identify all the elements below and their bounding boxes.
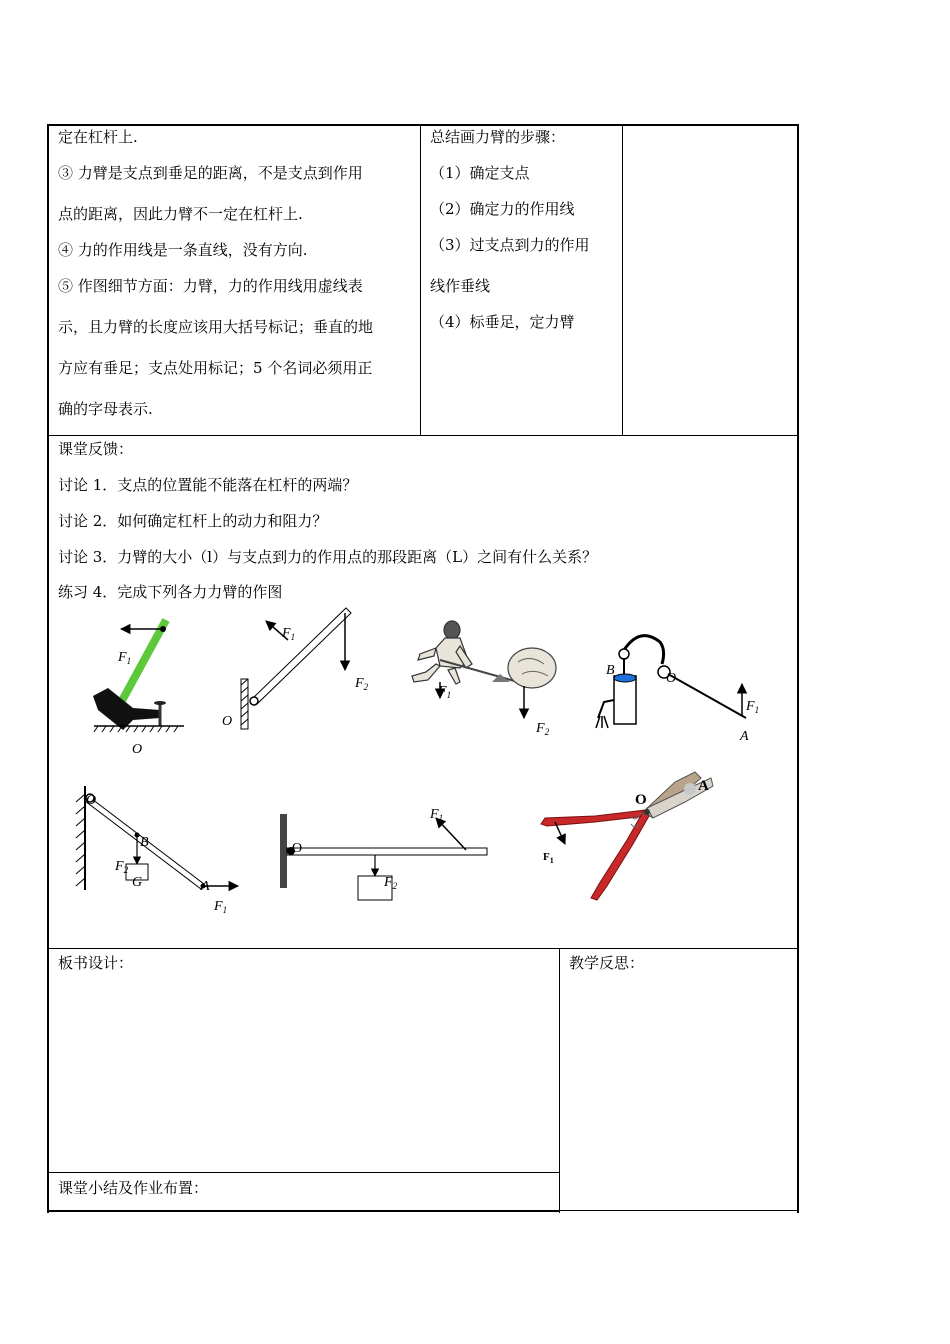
note-line: ③ 力臂是支点到垂足的距离，不是支点到作用 xyxy=(58,164,363,182)
step-item: （4）标垂足，定力臂 xyxy=(430,313,575,331)
label-f1: $F_1$ xyxy=(746,699,760,715)
rock xyxy=(508,648,556,688)
label-f1: $F_1$ xyxy=(430,807,444,823)
person-figure xyxy=(412,621,472,684)
note-line: ④ 力的作用线是一条直线，没有方向. xyxy=(58,241,308,259)
board-design-label: 板书设计： xyxy=(58,954,134,972)
label-f1: $F_1$ xyxy=(214,899,228,915)
label-g: G xyxy=(132,875,143,890)
table-col-divider-b xyxy=(622,124,623,436)
pump-top-pin xyxy=(619,649,629,659)
diagram-claw-lever xyxy=(88,608,188,758)
label-o: O xyxy=(635,792,647,808)
discussion-2: 讨论 2．如何确定杠杆上的动力和阻力？ xyxy=(58,512,328,530)
label-o: O xyxy=(666,671,677,686)
note-line: 确的字母表示. xyxy=(58,400,153,418)
table-border-bottom-left xyxy=(48,1210,560,1212)
label-o: O xyxy=(222,714,233,729)
step-item: （2）确定力的作用线 xyxy=(430,200,575,218)
label-f1: $F_1$ xyxy=(282,626,296,642)
pump-spout xyxy=(598,700,614,718)
note-line: 点的距离，因此力臂不一定在杠杆上. xyxy=(58,205,303,223)
lower-handle xyxy=(591,812,649,900)
table-col-divider-c xyxy=(559,948,560,1213)
diagram-horizontal-beam xyxy=(270,800,500,910)
point-a-marker xyxy=(684,783,696,795)
practice-4: 练习 4．完成下列各力力臂的作图 xyxy=(58,583,283,601)
pivot xyxy=(644,809,650,815)
table-divider-2 xyxy=(48,948,799,949)
diagram-hinged-rod xyxy=(218,605,378,735)
discussion-3: 讨论 3．力臂的大小（l）与支点到力的作用点的那段距离（L）之间有什么关系？ xyxy=(58,548,598,566)
label-b: B xyxy=(606,663,615,678)
step-item: 线作垂线 xyxy=(430,277,491,295)
label-f2: $F_2$ xyxy=(536,721,550,737)
steps-title: 总结画力臂的步骤： xyxy=(430,128,566,146)
pump-water xyxy=(614,674,636,682)
label-b: B xyxy=(140,835,149,850)
note-line: 方应有垂足；支点处用标记；5 个名词必须用正 xyxy=(58,359,373,377)
table-border-top xyxy=(48,124,799,126)
table-divider-1 xyxy=(48,435,799,436)
wall-hatch xyxy=(76,794,85,886)
diagram-pump-handle xyxy=(592,628,772,748)
label-f1: $F_1$ xyxy=(543,851,554,865)
wall xyxy=(280,814,287,888)
label-f1: $F_1$ xyxy=(438,684,452,700)
note-line: 定在杠杆上. xyxy=(58,128,138,146)
step-item: （3）过支点到力的作用 xyxy=(430,236,590,254)
nail-head xyxy=(154,701,166,705)
summary-homework-label: 课堂小结及作业布置： xyxy=(58,1179,209,1197)
hinge xyxy=(250,697,258,705)
table-col-divider-a xyxy=(420,124,421,436)
teaching-reflection-label: 教学反思： xyxy=(569,954,645,972)
label-f2: $F_2$ xyxy=(355,676,369,692)
label-f1: $F_1$ xyxy=(118,650,132,666)
diagram-wall-rod-block xyxy=(70,780,250,920)
pump-handle xyxy=(668,674,746,718)
table-border-left xyxy=(47,124,49,1213)
diagram-crowbar-rock xyxy=(400,620,560,740)
beam xyxy=(287,848,487,855)
table-divider-3 xyxy=(48,1172,560,1173)
step-item: （1）确定支点 xyxy=(430,164,530,182)
discussion-1: 讨论 1．支点的位置能不能落在杠杆的两端？ xyxy=(58,476,358,494)
label-f2: $F_2$ xyxy=(384,875,398,891)
note-line: ⑤ 作图细节方面：力臂，力的作用线用虚线表 xyxy=(58,277,363,295)
label-o: O xyxy=(132,742,143,757)
label-a: A xyxy=(740,729,749,744)
label-o: O xyxy=(292,841,303,856)
label-f2: $F_2$ xyxy=(115,859,129,875)
upper-handle xyxy=(541,810,647,826)
ground-hatch xyxy=(94,726,178,732)
label-a: A xyxy=(201,879,210,894)
label-o: O xyxy=(86,793,97,808)
table-border-right xyxy=(797,124,799,1213)
pump-cylinder xyxy=(614,676,636,724)
diagram-pruning-shears xyxy=(535,768,725,908)
note-line: 示，且力臂的长度应该用大括号标记；垂直的地 xyxy=(58,318,374,336)
feedback-title: 课堂反馈： xyxy=(58,440,134,458)
label-a: A xyxy=(698,778,709,794)
pump-arch xyxy=(624,636,664,664)
table-border-bottom-right xyxy=(559,1210,799,1211)
